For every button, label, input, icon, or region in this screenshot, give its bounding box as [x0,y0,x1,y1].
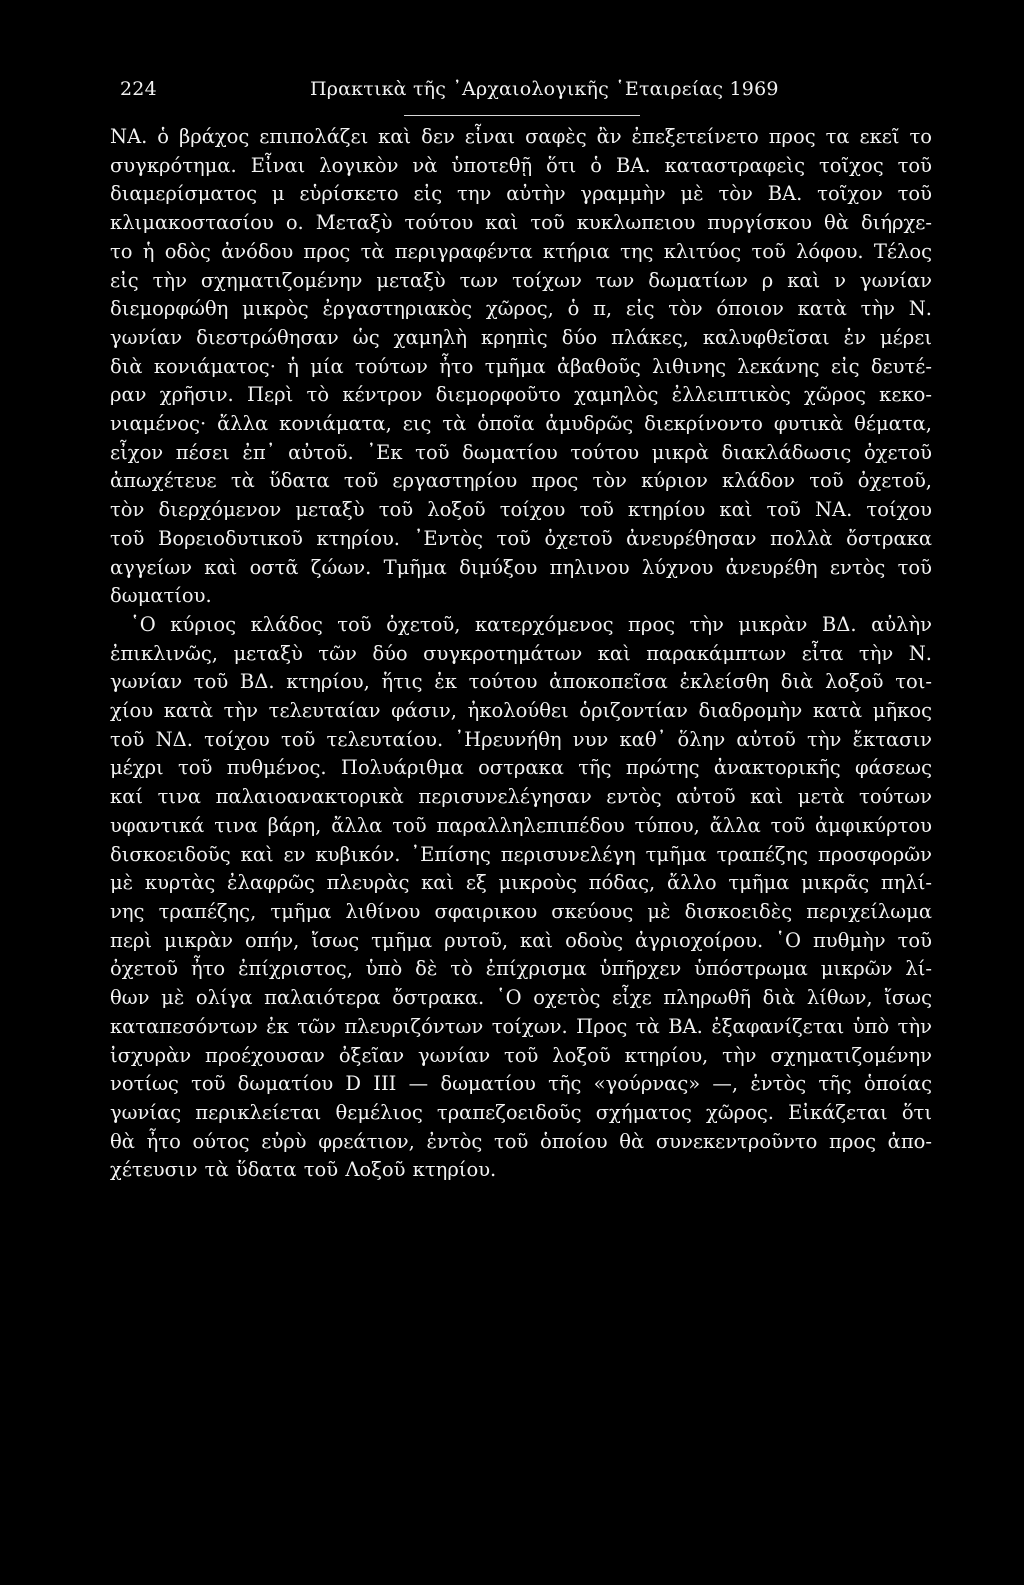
text-line: κλιμακοστασίου ο. Μεταξὺ τούτου καὶ τοῦ κυκλωπειου πυργίσκου θὰ διήρχε- [110,211,932,235]
text-line: ραν χρῆσιν. Περὶ τὸ κέντρον διεμορφοῦτο χαμηλὸς ἐλλειπτικὸς χῶρος κεκο- [110,383,932,407]
text-line: θὰ ἦτο ούτος εὐρὺ φρεάτιον, ἐντὸς τοῦ ὁποίου θὰ συνεκεντροῦντο προς ἀπο- [110,1129,932,1153]
text-line: ΝΑ. ὁ βράχος επιπολάζει καὶ δεν εἶναι σαφὲς ἂν ἐπεξετείνετο προς τα εκεῖ το [110,125,932,148]
text-line: περὶ μικρὰν οπήν, ἴσως τμῆμα ρυτοῦ, καὶ οδοὺς ἀγριοχοίρου. ῾Ο πυθμὴν τοῦ [110,928,932,952]
text-line: ἐπικλινῶς, μεταξὺ τῶν δύο συγκροτημάτων καὶ παρακάμπτων εἶτα τὴν Ν. [110,641,932,665]
text-line: τοῦ Βορειοδυτικοῦ κτηρίου. ᾿Εντὸς τοῦ ὀχετοῦ ἀνευρέθησαν πολλὰ ὄστρακα [110,526,932,550]
journal-title: Πρακτικὰ τῆς ᾿Αρχαιολογικῆς ῾Εταιρείας 1969 [310,78,779,100]
text-line: ἰσχυρὰν προέχουσαν ὀξεῖαν γωνίαν τοῦ λοξοῦ κτηρίου, τὴν σχηματιζομένην [110,1043,932,1067]
text-line: ῾Ο κύριος κλάδος τοῦ ὀχετοῦ, κατερχόμενος προς τὴν μικρὰν ΒΔ. αὐλὴν [130,612,932,636]
text-line: μέχρι τοῦ πυθμένος. Πολυάριθμα οστρακα τῆς πρώτης ἀνακτορικῆς φάσεως [110,756,932,780]
paragraph-1 [110,123,932,611]
text-line: δισκοειδοῦς καὶ εν κυβικόν. ᾿Επίσης περισυνελέγη τμῆμα τραπέζης προσφορῶν [110,842,932,866]
text-line: διαμερίσματος μ εὑρίσκετο εἰς την αὐτὴν γραμμὴν μὲ τὸν ΒΑ. τοῖχον τοῦ [110,182,932,206]
document-page [110,78,932,1182]
text-line: τὸν διερχόμενον μεταξὺ τοῦ λοξοῦ τοίχου τοῦ κτηρίου καὶ τοῦ ΝΑ. τοίχου [110,498,932,522]
header-rule [404,115,640,116]
text-line: συγκρότημα. Εἶναι λογικὸν νὰ ὑποτεθῇ ὅτι ὁ ΒΑ. καταστραφεὶς τοῖχος τοῦ [110,153,932,177]
text-line: υφαντικά τινα βάρη, ἄλλα τοῦ παραλληλεπιπέδου τύπου, ἄλλα τοῦ ἀμφικύρτου [110,813,932,837]
text-line: γωνίας περικλείεται θεμέλιος τραπεζοειδοῦς σχήματος χῶρος. Εἰκάζεται ὅτι [110,1100,932,1124]
text-line: νης τραπέζης, τμῆμα λιθίνου σφαιρικου σκεύους μὲ δισκοειδὲς περιχείλωμα [110,899,932,923]
text-line: δωματίου. [110,584,212,608]
text-line: το ἡ οδὸς ἀνόδου προς τὰ περιγραφέντα κτήρια της κλιτύος τοῦ λόφου. Τέλος [110,239,932,263]
paragraph-2 [110,611,932,1185]
text-line: εἶχον πέσει ἐπ᾿ αὐτοῦ. ᾿Εκ τοῦ δωματίου τούτου μικρὰ διακλάδωσις ὀχετοῦ [110,440,932,464]
text-line: εἰς τὴν σχηματιζομένην μεταξὺ των τοίχων των δωματίων ρ καὶ ν γωνίαν [110,268,932,292]
text-line: γωνίαν διεστρώθησαν ὡς χαμηλὴ κρηπὶς δύο πλάκες, καλυφθεῖσαι ἐν μέρει [110,325,932,349]
running-head [110,78,932,112]
text-line: αγγείων καὶ οστᾶ ζώων. Τμῆμα διμύξου πηλινου λύχνου ἀνευρέθη εντὸς τοῦ [110,555,932,579]
text-line: διὰ κονιάματος· ἡ μία τούτων ἦτο τμῆμα ἀβαθοῦς λιθινης λεκάνης εἰς δευτέ- [110,354,932,378]
text-line: διεμορφώθη μικρὸς ἐργαστηριακὸς χῶρος, ὁ π, εἰς τὸν όποιον κατὰ τὴν Ν. [110,297,932,321]
text-line: νιαμένος· ἄλλα κονιάματα, εις τὰ ὁποῖα ἀμυδρῶς διεκρίνοντο φυτικὰ θέματα, [110,412,932,436]
text-line: καί τινα παλαιοανακτορικὰ περισυνελέγησαν εντὸς αὐτοῦ καὶ μετὰ τούτων [110,785,932,809]
text-line: γωνίαν τοῦ ΒΔ. κτηρίου, ἥτις ἐκ τούτου ἀποκοπεῖσα ἐκλείσθη διὰ λοξοῦ τοι- [110,670,932,694]
text-line: καταπεσόντων ἐκ τῶν πλευριζόντων τοίχων. Προς τὰ ΒΑ. ἐξαφανίζεται ὑπὸ τὴν [110,1014,932,1038]
body-text [110,123,932,1185]
text-line: θων μὲ ολίγα παλαιότερα ὄστρακα. ῾Ο οχετὸς εἶχε πληρωθῆ διὰ λίθων, ἴσως [110,986,932,1010]
text-line: χίου κατὰ τὴν τελευταίαν φάσιν, ἠκολούθει ὁριζοντίαν διαδρομὴν κατὰ μῆκος [110,699,932,723]
text-line: χέτευσιν τὰ ὕδατα τοῦ Λοξοῦ κτηρίου. [110,1158,497,1182]
page-number: 224 [120,78,157,100]
text-line: νοτίως τοῦ δωματίου D III — δωματίου τῆς «γούρνας» —, ἐντὸς τῆς ὁποίας [110,1072,932,1096]
text-line: τοῦ ΝΔ. τοίχου τοῦ τελευταίου. ᾿Ηρευνήθη νυν καθ᾿ ὅλην αὐτοῦ τὴν ἔκτασιν [110,727,932,751]
text-line: μὲ κυρτὰς ἐλαφρῶς πλευρὰς καὶ εξ μικροὺς πόδας, ἄλλο τμῆμα μικρᾶς πηλί- [110,871,932,895]
text-line: ἀπωχέτευε τὰ ὕδατα τοῦ εργαστηρίου προς τὸν κύριον κλάδον τοῦ ὀχετοῦ, [110,469,932,493]
text-line: ὀχετοῦ ἦτο ἐπίχριστος, ὑπὸ δὲ τὸ ἐπίχρισμα ὑπῆρχεν ὑπόστρωμα μικρῶν λί- [110,957,932,981]
